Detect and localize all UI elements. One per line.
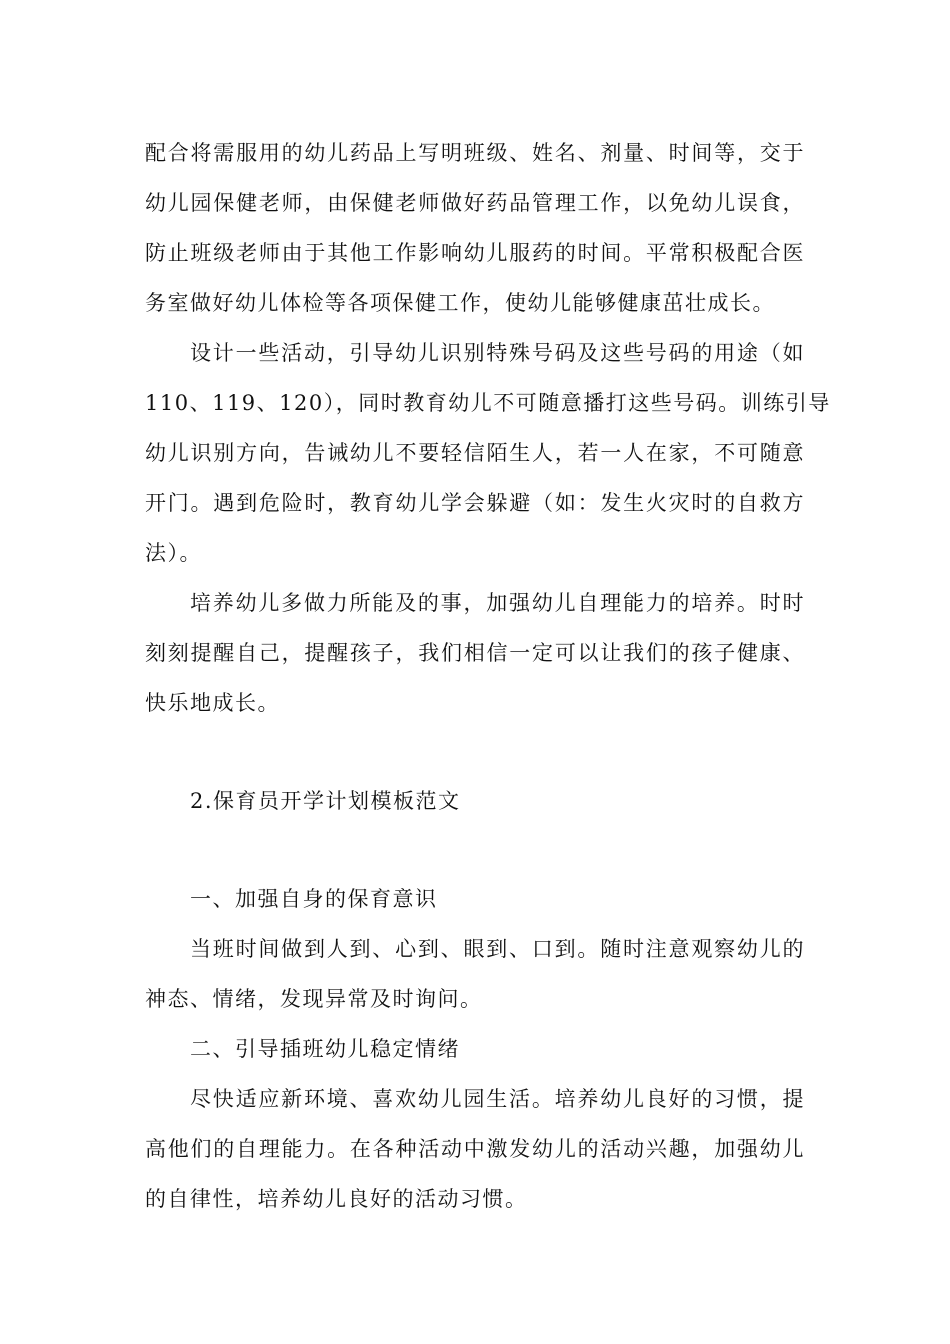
- subsection-1-heading: 一、加强自身的保育意识: [190, 887, 438, 911]
- paragraph-2-line-2: 110、119、120），同时教育幼儿不可随意播打这些号码。训练引导: [145, 391, 831, 415]
- subsection-1-line-2: 神态、情绪，发现异常及时询问。: [145, 987, 483, 1011]
- paragraph-1-line-1: 配合将需服用的幼儿药品上写明班级、姓名、剂量、时间等，交于: [145, 141, 805, 165]
- paragraph-2-line-3: 幼儿识别方向，告诫幼儿不要轻信陌生人，若一人在家，不可随意: [145, 441, 805, 465]
- paragraph-2-line-5: 法）。: [145, 541, 202, 565]
- paragraph-2-line-1: 设计一些活动，引导幼儿识别特殊号码及这些号码的用途（如: [190, 341, 805, 365]
- paragraph-1-line-4: 务室做好幼儿体检等各项保健工作，使幼儿能够健康茁壮成长。: [145, 291, 775, 315]
- paragraph-2-line-4: 开门。遇到危险时，教育幼儿学会躲避（如：发生火灾时的自救方: [145, 491, 805, 515]
- paragraph-3-line-2: 刻刻提醒自己，提醒孩子，我们相信一定可以让我们的孩子健康、: [145, 641, 805, 665]
- subsection-2-line-3: 的自律性，培养幼儿良好的活动习惯。: [145, 1187, 528, 1211]
- subsection-2-heading: 二、引导插班幼儿稳定情绪: [190, 1037, 460, 1061]
- paragraph-1-line-3: 防止班级老师由于其他工作影响幼儿服药的时间。平常积极配合医: [145, 241, 805, 265]
- section-title: 2.保育员开学计划模板范文: [190, 789, 461, 813]
- subsection-2-line-2: 高他们的自理能力。在各种活动中激发幼儿的活动兴趣，加强幼儿: [145, 1137, 805, 1161]
- paragraph-3-line-3: 快乐地成长。: [145, 691, 280, 715]
- subsection-1-line-1: 当班时间做到人到、心到、眼到、口到。随时注意观察幼儿的: [190, 937, 805, 961]
- paragraph-3-line-1: 培养幼儿多做力所能及的事，加强幼儿自理能力的培养。时时: [190, 591, 805, 615]
- paragraph-1-line-2: 幼儿园保健老师，由保健老师做好药品管理工作，以免幼儿误食，: [145, 191, 805, 215]
- subsection-2-line-1: 尽快适应新环境、喜欢幼儿园生活。培养幼儿良好的习惯，提: [190, 1087, 805, 1111]
